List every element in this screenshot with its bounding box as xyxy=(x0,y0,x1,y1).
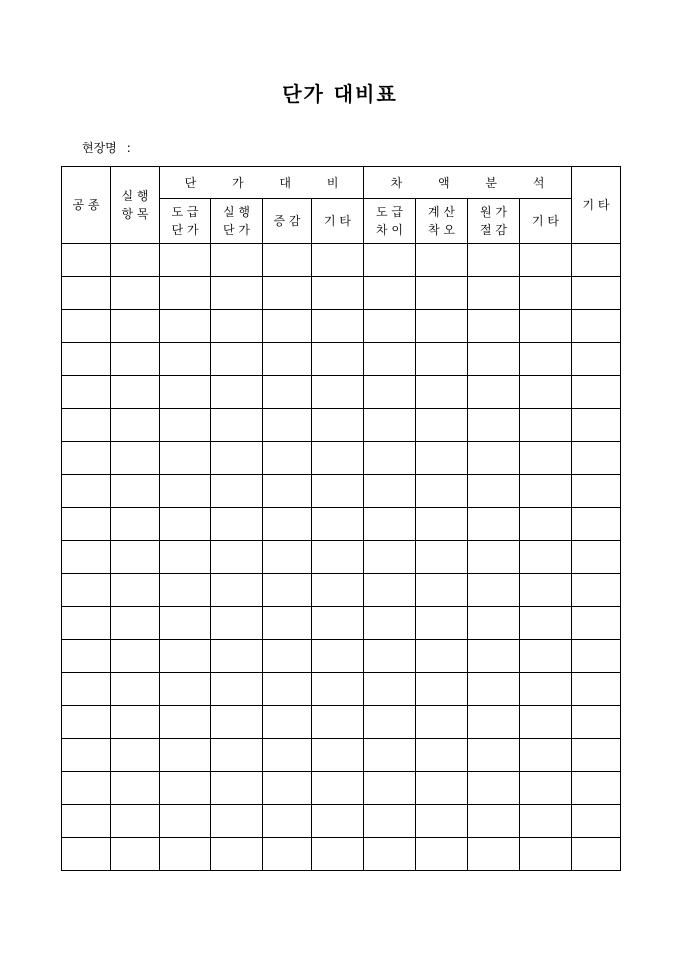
table-cell[interactable] xyxy=(520,805,572,838)
table-cell[interactable] xyxy=(160,772,211,805)
table-cell[interactable] xyxy=(416,541,468,574)
table-cell[interactable] xyxy=(416,343,468,376)
table-cell[interactable] xyxy=(520,244,572,277)
table-cell[interactable] xyxy=(62,277,111,310)
table-cell[interactable] xyxy=(312,277,364,310)
table-cell[interactable] xyxy=(520,838,572,871)
table-cell[interactable] xyxy=(520,343,572,376)
unit-price-comparison-table xyxy=(61,166,621,871)
table-row xyxy=(62,607,621,640)
table-row xyxy=(62,541,621,574)
table-cell[interactable] xyxy=(160,640,211,673)
site-name-row xyxy=(82,139,131,156)
header-cost-saving-line2: 절 감 xyxy=(480,223,507,237)
table-cell[interactable] xyxy=(160,475,211,508)
table-cell[interactable] xyxy=(468,640,520,673)
table-cell[interactable] xyxy=(520,376,572,409)
table-cell[interactable] xyxy=(312,343,364,376)
table-row xyxy=(62,277,621,310)
table-cell[interactable] xyxy=(520,574,572,607)
table-cell[interactable] xyxy=(520,706,572,739)
table-cell[interactable] xyxy=(211,475,263,508)
table-cell[interactable] xyxy=(364,409,416,442)
table-cell[interactable] xyxy=(416,673,468,706)
table-row xyxy=(62,574,621,607)
header-exec-item-line2: 항 목 xyxy=(121,207,149,221)
table-cell[interactable] xyxy=(416,277,468,310)
table-cell[interactable] xyxy=(263,574,312,607)
table-cell[interactable] xyxy=(160,277,211,310)
table-cell[interactable] xyxy=(468,805,520,838)
table-cell[interactable] xyxy=(468,508,520,541)
page-title: 단가 대비표 xyxy=(282,82,398,106)
table-cell[interactable] xyxy=(263,739,312,772)
table-cell[interactable] xyxy=(160,541,211,574)
table-cell[interactable] xyxy=(160,310,211,343)
table-cell[interactable] xyxy=(211,277,263,310)
table-cell[interactable] xyxy=(468,772,520,805)
header-calc-error-line2: 착 오 xyxy=(428,223,455,237)
table-cell[interactable] xyxy=(312,442,364,475)
table-cell[interactable] xyxy=(364,706,416,739)
table-cell[interactable] xyxy=(520,475,572,508)
table-cell[interactable] xyxy=(468,277,520,310)
table-cell[interactable] xyxy=(111,343,160,376)
table-cell[interactable] xyxy=(416,805,468,838)
table-cell[interactable] xyxy=(263,706,312,739)
table-cell[interactable] xyxy=(62,574,111,607)
table-cell[interactable] xyxy=(364,310,416,343)
table-cell[interactable] xyxy=(211,607,263,640)
table-cell[interactable] xyxy=(416,508,468,541)
table-cell[interactable] xyxy=(520,277,572,310)
table-cell[interactable] xyxy=(416,409,468,442)
table-cell[interactable] xyxy=(572,508,621,541)
table-cell[interactable] xyxy=(263,244,312,277)
table-row xyxy=(62,739,621,772)
table-cell[interactable] xyxy=(520,640,572,673)
table-cell[interactable] xyxy=(263,277,312,310)
table-cell[interactable] xyxy=(364,772,416,805)
table-cell[interactable] xyxy=(263,772,312,805)
table-cell[interactable] xyxy=(211,805,263,838)
table-cell[interactable] xyxy=(572,640,621,673)
table-cell[interactable] xyxy=(572,805,621,838)
header-exec-price-line2: 단 가 xyxy=(223,223,250,237)
table-cell[interactable] xyxy=(468,739,520,772)
table-cell[interactable] xyxy=(263,376,312,409)
table-cell[interactable] xyxy=(572,574,621,607)
table-cell[interactable] xyxy=(572,409,621,442)
table-cell[interactable] xyxy=(211,574,263,607)
site-name-label: 현장명 xyxy=(82,141,117,155)
table-cell[interactable] xyxy=(416,574,468,607)
table-cell[interactable] xyxy=(468,442,520,475)
table-cell[interactable] xyxy=(263,475,312,508)
table-cell[interactable] xyxy=(572,310,621,343)
header-increase-decrease: 증 감 xyxy=(263,199,312,244)
table-cell[interactable] xyxy=(572,277,621,310)
header-contract-diff-line1: 도 급 xyxy=(376,205,403,219)
table-cell[interactable] xyxy=(312,541,364,574)
table-row xyxy=(62,376,621,409)
table-cell[interactable] xyxy=(520,442,572,475)
table-cell[interactable] xyxy=(468,838,520,871)
header-exec-item xyxy=(111,167,160,244)
table-cell[interactable] xyxy=(416,376,468,409)
table-cell[interactable] xyxy=(160,739,211,772)
table-cell[interactable] xyxy=(468,310,520,343)
table-cell[interactable] xyxy=(468,541,520,574)
table-cell[interactable] xyxy=(468,706,520,739)
table-cell[interactable] xyxy=(416,475,468,508)
header-work-type: 공 종 xyxy=(62,167,111,244)
table-cell[interactable] xyxy=(416,772,468,805)
header-other-analysis: 기 타 xyxy=(520,199,572,244)
table-cell[interactable] xyxy=(111,772,160,805)
table-cell[interactable] xyxy=(62,343,111,376)
table-cell[interactable] xyxy=(62,838,111,871)
table-cell[interactable] xyxy=(62,376,111,409)
table-cell[interactable] xyxy=(312,640,364,673)
header-contract-price-line2: 단 가 xyxy=(171,223,199,237)
table-cell[interactable] xyxy=(62,772,111,805)
table-cell[interactable] xyxy=(364,244,416,277)
header-contract-price-line1: 도 급 xyxy=(171,205,199,219)
table-cell[interactable] xyxy=(572,541,621,574)
table-cell[interactable] xyxy=(211,739,263,772)
table-cell[interactable] xyxy=(364,442,416,475)
table-cell[interactable] xyxy=(111,475,160,508)
header-contract-diff-line2: 차 이 xyxy=(376,223,403,237)
table-cell[interactable] xyxy=(572,475,621,508)
table-cell[interactable] xyxy=(520,607,572,640)
table-cell[interactable] xyxy=(263,310,312,343)
table-cell[interactable] xyxy=(416,244,468,277)
table-cell[interactable] xyxy=(364,607,416,640)
table-row xyxy=(62,508,621,541)
table-cell[interactable] xyxy=(111,310,160,343)
table-cell[interactable] xyxy=(62,244,111,277)
table-cell[interactable] xyxy=(111,805,160,838)
table-cell[interactable] xyxy=(572,442,621,475)
table-row xyxy=(62,244,621,277)
table-cell[interactable] xyxy=(160,442,211,475)
table-cell[interactable] xyxy=(62,409,111,442)
table-cell[interactable] xyxy=(312,475,364,508)
table-cell[interactable] xyxy=(364,541,416,574)
table-cell[interactable] xyxy=(160,838,211,871)
table-row xyxy=(62,343,621,376)
table-cell[interactable] xyxy=(312,607,364,640)
table-cell[interactable] xyxy=(160,508,211,541)
header-exec-price-line1: 실 행 xyxy=(223,205,250,219)
header-other-price: 기 타 xyxy=(312,199,364,244)
table-cell[interactable] xyxy=(520,739,572,772)
table-cell[interactable] xyxy=(211,706,263,739)
table-cell[interactable] xyxy=(263,607,312,640)
table-cell[interactable] xyxy=(312,409,364,442)
header-calc-error-line1: 계 산 xyxy=(428,205,455,219)
table-cell[interactable] xyxy=(111,244,160,277)
table-cell[interactable] xyxy=(211,541,263,574)
table-cell[interactable] xyxy=(416,706,468,739)
table-cell[interactable] xyxy=(211,772,263,805)
table-cell[interactable] xyxy=(468,244,520,277)
table-cell[interactable] xyxy=(520,541,572,574)
table-cell[interactable] xyxy=(468,475,520,508)
table-cell[interactable] xyxy=(111,673,160,706)
table-cell[interactable] xyxy=(364,376,416,409)
table-cell[interactable] xyxy=(364,277,416,310)
table-cell[interactable] xyxy=(416,310,468,343)
table-cell[interactable] xyxy=(111,508,160,541)
table-cell[interactable] xyxy=(520,508,572,541)
table-cell[interactable] xyxy=(62,673,111,706)
table-cell[interactable] xyxy=(111,607,160,640)
table-cell[interactable] xyxy=(263,805,312,838)
table-cell[interactable] xyxy=(62,475,111,508)
table-cell[interactable] xyxy=(572,739,621,772)
header-exec-price xyxy=(211,199,263,244)
table-row xyxy=(62,673,621,706)
table-cell[interactable] xyxy=(312,739,364,772)
header-contract-price xyxy=(160,199,211,244)
table-cell[interactable] xyxy=(111,574,160,607)
table-cell[interactable] xyxy=(211,508,263,541)
table-cell[interactable] xyxy=(364,343,416,376)
table-cell[interactable] xyxy=(211,442,263,475)
table-cell[interactable] xyxy=(572,343,621,376)
table-cell[interactable] xyxy=(520,409,572,442)
table-cell[interactable] xyxy=(468,607,520,640)
table-row xyxy=(62,409,621,442)
table-cell[interactable] xyxy=(520,310,572,343)
table-cell[interactable] xyxy=(312,508,364,541)
table-cell[interactable] xyxy=(312,574,364,607)
site-name-colon: : xyxy=(126,141,131,155)
table-cell[interactable] xyxy=(364,475,416,508)
table-cell[interactable] xyxy=(416,640,468,673)
table-cell[interactable] xyxy=(416,838,468,871)
table-cell[interactable] xyxy=(572,706,621,739)
table-cell[interactable] xyxy=(520,673,572,706)
table-cell[interactable] xyxy=(263,409,312,442)
header-contract-diff xyxy=(364,199,416,244)
table-cell[interactable] xyxy=(160,376,211,409)
table-cell[interactable] xyxy=(62,805,111,838)
table-cell[interactable] xyxy=(572,244,621,277)
table-cell[interactable] xyxy=(263,673,312,706)
table-cell[interactable] xyxy=(263,508,312,541)
table-cell[interactable] xyxy=(312,838,364,871)
table-cell[interactable] xyxy=(364,805,416,838)
table-cell[interactable] xyxy=(572,607,621,640)
table-cell[interactable] xyxy=(160,244,211,277)
table-cell[interactable] xyxy=(468,376,520,409)
table-cell[interactable] xyxy=(312,310,364,343)
table-cell[interactable] xyxy=(160,343,211,376)
table-cell[interactable] xyxy=(62,640,111,673)
table-cell[interactable] xyxy=(263,343,312,376)
table-cell[interactable] xyxy=(111,541,160,574)
table-cell[interactable] xyxy=(468,574,520,607)
table-cell[interactable] xyxy=(263,442,312,475)
table-cell[interactable] xyxy=(111,838,160,871)
table-cell[interactable] xyxy=(572,772,621,805)
table-cell[interactable] xyxy=(263,838,312,871)
table-cell[interactable] xyxy=(364,838,416,871)
header-exec-item-line1: 실 행 xyxy=(121,189,149,203)
table-cell[interactable] xyxy=(468,673,520,706)
table-row xyxy=(62,706,621,739)
table-cell[interactable] xyxy=(62,607,111,640)
table-cell[interactable] xyxy=(263,640,312,673)
table-cell[interactable] xyxy=(572,376,621,409)
table-cell[interactable] xyxy=(312,805,364,838)
table-cell[interactable] xyxy=(263,541,312,574)
table-cell[interactable] xyxy=(312,376,364,409)
table-cell[interactable] xyxy=(111,640,160,673)
table-cell[interactable] xyxy=(312,244,364,277)
table-cell[interactable] xyxy=(160,409,211,442)
table-row xyxy=(62,310,621,343)
table-cell[interactable] xyxy=(211,310,263,343)
table-row xyxy=(62,805,621,838)
table-cell[interactable] xyxy=(312,673,364,706)
table-cell[interactable] xyxy=(62,310,111,343)
table-cell[interactable] xyxy=(364,739,416,772)
table-row xyxy=(62,640,621,673)
table-cell[interactable] xyxy=(111,739,160,772)
table-cell[interactable] xyxy=(62,508,111,541)
table-cell[interactable] xyxy=(211,244,263,277)
table-cell[interactable] xyxy=(572,673,621,706)
table-cell[interactable] xyxy=(160,607,211,640)
table-cell[interactable] xyxy=(211,409,263,442)
table-cell[interactable] xyxy=(160,706,211,739)
header-calc-error xyxy=(416,199,468,244)
table-cell[interactable] xyxy=(312,706,364,739)
table-cell[interactable] xyxy=(211,376,263,409)
table-cell[interactable] xyxy=(468,409,520,442)
table-cell[interactable] xyxy=(111,409,160,442)
header-cost-saving xyxy=(468,199,520,244)
table-cell[interactable] xyxy=(111,277,160,310)
table-cell[interactable] xyxy=(364,508,416,541)
table-cell[interactable] xyxy=(111,706,160,739)
table-cell[interactable] xyxy=(62,739,111,772)
table-cell[interactable] xyxy=(364,574,416,607)
table-row xyxy=(62,838,621,871)
header-diff-analysis: 차 액 분 석 xyxy=(364,167,572,199)
header-unit-price-compare: 단 가 대 비 xyxy=(160,167,364,199)
table-cell[interactable] xyxy=(468,343,520,376)
table-cell[interactable] xyxy=(160,574,211,607)
table-cell[interactable] xyxy=(160,673,211,706)
table-cell[interactable] xyxy=(364,673,416,706)
table-cell[interactable] xyxy=(572,838,621,871)
table-cell[interactable] xyxy=(416,442,468,475)
table-cell[interactable] xyxy=(211,838,263,871)
table-cell[interactable] xyxy=(211,640,263,673)
table-cell[interactable] xyxy=(416,739,468,772)
table-cell[interactable] xyxy=(520,772,572,805)
table-cell[interactable] xyxy=(111,376,160,409)
table-cell[interactable] xyxy=(62,442,111,475)
table-cell[interactable] xyxy=(211,343,263,376)
table-cell[interactable] xyxy=(62,541,111,574)
header-cost-saving-line1: 원 가 xyxy=(480,205,507,219)
header-other: 기 타 xyxy=(572,167,621,244)
table-row xyxy=(62,442,621,475)
table-cell[interactable] xyxy=(211,673,263,706)
table-cell[interactable] xyxy=(364,640,416,673)
table-cell[interactable] xyxy=(416,607,468,640)
table-cell[interactable] xyxy=(312,772,364,805)
table-cell[interactable] xyxy=(160,805,211,838)
table-row xyxy=(62,475,621,508)
table-cell[interactable] xyxy=(111,442,160,475)
table-cell[interactable] xyxy=(62,706,111,739)
table-row xyxy=(62,772,621,805)
